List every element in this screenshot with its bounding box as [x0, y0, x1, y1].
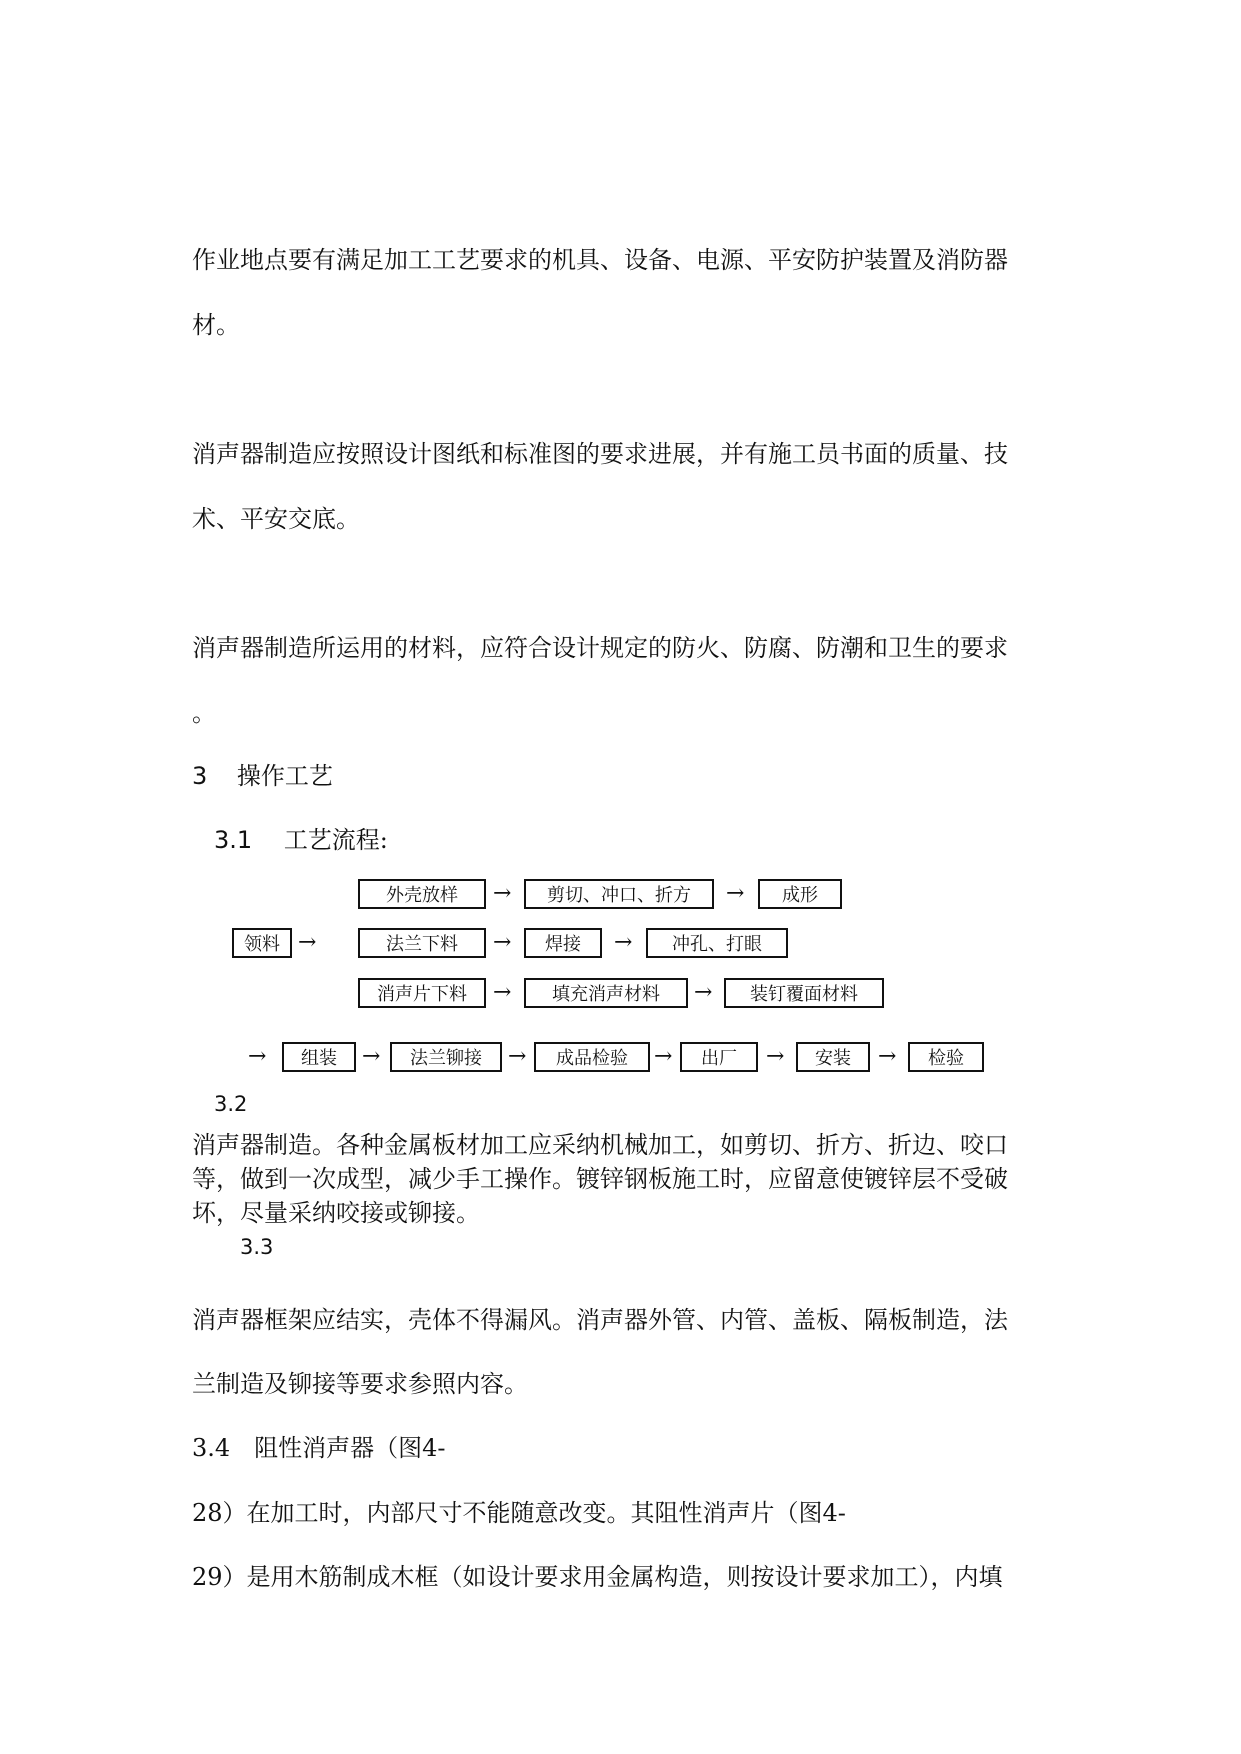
flow-arrow: →: [766, 1044, 785, 1069]
flow-arrow: →: [508, 1044, 527, 1069]
flow-box-nail-facing-material: 装钉覆面材料: [724, 978, 884, 1008]
flow-box-receive-materials: 领料: [232, 928, 292, 958]
flow-box-silencer-sheet-cutting: 消声片下料: [358, 978, 486, 1008]
flow-box-inspection: 检验: [908, 1042, 984, 1072]
subsection-title: 工艺流程:: [283, 826, 388, 854]
flow-box-installation: 安装: [796, 1042, 870, 1072]
subsection-number: 3.3: [240, 1235, 274, 1259]
flow-arrow: →: [878, 1044, 897, 1069]
text-line: 坏，尽量采纳咬接或铆接。: [192, 1199, 480, 1227]
flow-arrow: →: [493, 930, 512, 955]
flow-box-forming: 成形: [758, 879, 842, 909]
flow-arrow: →: [694, 980, 713, 1005]
subsection-number: 3.1: [214, 826, 253, 854]
section-heading-3: [192, 756, 333, 791]
text-line: 术、平安交底。: [192, 505, 360, 533]
section-title: 操作工艺: [236, 762, 333, 790]
flow-arrow: →: [298, 930, 317, 955]
text-line: 29）是用木筋制成木框（如设计要求用金属构造，则按设计要求加工），内填: [192, 1563, 1003, 1591]
flow-arrow: →: [248, 1044, 267, 1069]
flow-arrow: →: [493, 881, 512, 906]
flow-box-cut-punch-fold: 剪切、冲口、折方: [524, 879, 714, 909]
flow-box-assembly: 组装: [282, 1042, 356, 1072]
text-line: 兰制造及铆接等要求参照内容。: [192, 1370, 528, 1398]
flow-box-welding: 焊接: [524, 928, 602, 958]
flow-box-leave-factory: 出厂: [680, 1042, 758, 1072]
flow-arrow: →: [654, 1044, 673, 1069]
text-line: 28）在加工时，内部尺寸不能随意改变。其阻性消声片（图4-: [192, 1499, 846, 1527]
flow-box-shell-layout: 外壳放样: [358, 879, 486, 909]
text-line: 3.4 阻性消声器（图4-: [192, 1434, 446, 1462]
flow-box-punching-drilling: 冲孔、打眼: [646, 928, 788, 958]
text-line: 作业地点要有满足加工工艺要求的机具、设备、电源、平安防护装置及消防器: [192, 246, 1008, 274]
flow-box-flange-cutting: 法兰下料: [358, 928, 486, 958]
flow-arrow: →: [726, 881, 745, 906]
subsection-number: 3.2: [214, 1092, 248, 1116]
flow-box-finished-inspection: 成品检验: [534, 1042, 650, 1072]
text-line: 等，做到一次成型，减少手工操作。镀锌钢板施工时，应留意使镀锌层不受破: [192, 1165, 1008, 1193]
flow-box-flange-riveting: 法兰铆接: [390, 1042, 502, 1072]
text-line: 消声器框架应结实，壳体不得漏风。消声器外管、内管、盖板、隔板制造，法: [192, 1306, 1008, 1334]
text-line: 消声器制造应按照设计图纸和标准图的要求进展，并有施工员书面的质量、技: [192, 440, 1008, 468]
flow-arrow: →: [493, 980, 512, 1005]
section-number: 3: [192, 762, 208, 790]
text-line: 。: [192, 699, 216, 727]
subsection-heading-3-1: [214, 820, 388, 855]
text-line: 材。: [192, 311, 240, 339]
text-line: 消声器制造。各种金属板材加工应采纳机械加工，如剪切、折方、折边、咬口: [192, 1131, 1008, 1159]
flow-arrow: →: [362, 1044, 381, 1069]
flow-arrow: →: [614, 930, 633, 955]
flow-box-fill-silencing-material: 填充消声材料: [524, 978, 688, 1008]
text-line: 消声器制造所运用的材料，应符合设计规定的防火、防腐、防潮和卫生的要求: [192, 634, 1008, 662]
